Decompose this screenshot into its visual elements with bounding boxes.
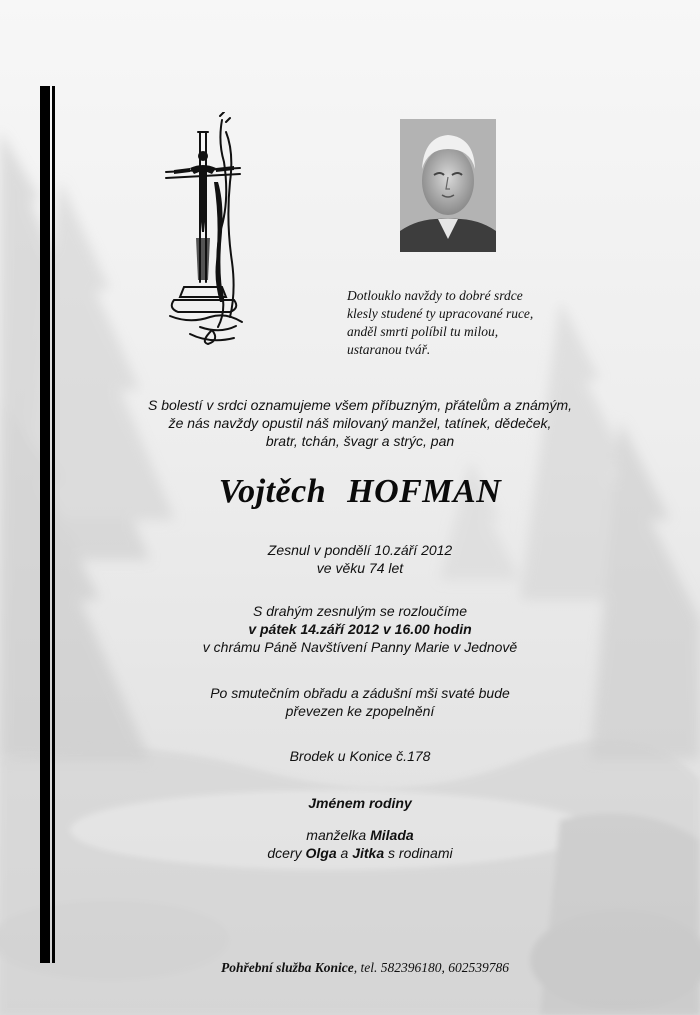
family-daughters: dcery Olga a Jitka s rodinami xyxy=(267,845,453,861)
cremation-line: Po smutečním obřadu a zádušní mši svaté bude xyxy=(210,685,510,701)
announcement-line: že nás navždy opustil náš milovaný manžel, tatínek, dědeček, xyxy=(168,415,552,431)
address-text: Brodek u Konice č.178 xyxy=(289,748,431,764)
cremation-note xyxy=(0,684,700,720)
poem-line: klesly studené ty upracované ruce, xyxy=(347,306,534,321)
wife-name: Milada xyxy=(370,827,414,843)
cremation-line: převezen ke zpopelnění xyxy=(285,703,435,719)
family-heading: Jménem rodiny xyxy=(308,795,412,811)
poem-line: anděl smrti políbil tu milou, xyxy=(347,324,499,339)
portrait-photo xyxy=(400,119,496,252)
death-info xyxy=(0,541,700,577)
daughter-name: Jitka xyxy=(352,845,385,861)
farewell-date-time: v pátek 14.září 2012 v 16.00 hodin xyxy=(248,621,472,637)
family-members xyxy=(0,826,700,862)
funeral-service-footer xyxy=(0,960,700,976)
announcement-line: bratr, tchán, švagr a strýc, pan xyxy=(265,433,455,449)
poem xyxy=(347,287,607,359)
poem-line: Dotlouklo navždy to dobré srdce xyxy=(347,288,523,303)
family-wife: manželka Milada xyxy=(306,827,414,843)
death-age: ve věku 74 let xyxy=(316,560,404,576)
funeral-service-name: Pohřební služba Konice xyxy=(220,960,354,975)
death-date: Zesnul v pondělí 10.září 2012 xyxy=(267,542,453,558)
funeral-service-contact: , tel. 582396180, 602539786 xyxy=(353,960,510,975)
poem-line: ustaranou tvář. xyxy=(347,342,431,357)
announcement-line: S bolestí v srdci oznamujeme všem příbuzným, přátelům a známým, xyxy=(147,397,573,413)
deceased-name xyxy=(0,472,700,512)
deceased-first-name: Vojtěch xyxy=(218,473,327,510)
deceased-last-name: HOFMAN xyxy=(347,473,502,510)
farewell-place: v chrámu Páně Navštívení Panny Marie v Jednově xyxy=(202,639,518,655)
family-heading-block xyxy=(0,794,700,812)
daughter-name: Olga xyxy=(305,845,337,861)
farewell-intro: S drahým zesnulým se rozloučíme xyxy=(253,603,467,619)
crucifix-icon xyxy=(160,112,246,352)
announcement xyxy=(0,396,700,450)
farewell xyxy=(0,602,700,656)
address xyxy=(0,747,700,765)
